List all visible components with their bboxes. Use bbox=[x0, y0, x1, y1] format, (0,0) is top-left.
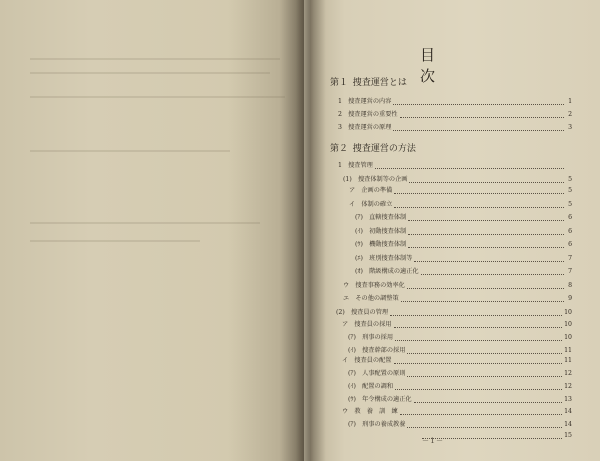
chapter-title: 捜査運営とは bbox=[352, 78, 407, 88]
toc-entry-page-number: 5 bbox=[568, 176, 572, 183]
dot-leader bbox=[401, 301, 564, 302]
dot-leader bbox=[407, 353, 562, 354]
toc-entry-page-number: 6 bbox=[568, 228, 572, 235]
toc-entry-label: (ｵ) 階級構成の適正化 bbox=[355, 268, 419, 275]
toc-entry bbox=[349, 200, 572, 210]
toc-entry bbox=[355, 227, 572, 237]
dot-leader bbox=[394, 193, 564, 194]
toc-entry-page-number: 10 bbox=[564, 309, 572, 316]
dot-leader bbox=[407, 288, 564, 289]
toc-entry-label: ウ 捜査事務の効率化 bbox=[343, 282, 405, 289]
toc-entry-label: ウ 教 養 訓 練 bbox=[342, 408, 398, 415]
dot-leader bbox=[394, 327, 563, 328]
toc-entry bbox=[348, 382, 572, 392]
dot-leader bbox=[409, 182, 564, 183]
toc-entry-label: (2) 捜査員の管理 bbox=[336, 309, 389, 316]
toc-entry-page-number: 14 bbox=[564, 421, 572, 428]
dot-leader bbox=[408, 220, 564, 221]
toc-entry-page-number: 6 bbox=[568, 214, 572, 221]
chapter-number: 第１ bbox=[330, 78, 349, 88]
dot-leader bbox=[408, 247, 564, 248]
dot-leader bbox=[395, 340, 562, 341]
dot-leader bbox=[414, 402, 563, 403]
toc-entry bbox=[355, 213, 572, 223]
book-gutter bbox=[296, 0, 326, 461]
toc-entry bbox=[342, 320, 572, 330]
toc-entry bbox=[355, 254, 572, 264]
toc-entry bbox=[355, 240, 572, 250]
toc-entry-label: (ｱ) 刑事の養成教養 bbox=[348, 421, 406, 428]
toc-entry-page-number: 5 bbox=[568, 201, 572, 208]
toc-entry bbox=[336, 308, 572, 318]
toc-entry-page-number: 5 bbox=[568, 187, 572, 194]
toc-entry-label: ア 企画の準備 bbox=[349, 187, 393, 194]
toc-entry bbox=[348, 395, 572, 405]
toc-entry-label: (ｱ) 人事配置の原則 bbox=[348, 370, 406, 377]
toc-entry-page-number: 11 bbox=[564, 347, 572, 354]
toc-entry bbox=[348, 420, 572, 430]
toc-entry-label: 3 捜査運営の原理 bbox=[338, 124, 392, 131]
toc-entry-label: (ｲ) 配置の調和 bbox=[348, 383, 394, 390]
dot-leader bbox=[408, 234, 564, 235]
bleed-through-line bbox=[30, 150, 230, 152]
toc-entry-page-number: 7 bbox=[568, 268, 572, 275]
toc-entry-page-number: 2 bbox=[568, 111, 572, 118]
toc-entry bbox=[349, 186, 572, 196]
toc-entry bbox=[355, 267, 572, 277]
toc-entry-page-number: 7 bbox=[568, 255, 572, 262]
dot-leader bbox=[400, 414, 562, 415]
bleed-through-line bbox=[30, 72, 270, 74]
toc-entry-label: (ｱ) 直轄捜査体制 bbox=[355, 214, 407, 221]
toc-entry-label: (ｱ) 刑事の採用 bbox=[348, 334, 394, 341]
dot-leader bbox=[394, 207, 564, 208]
toc-entry-label: (ｲ) 捜査幹部の採用 bbox=[348, 347, 406, 354]
dot-leader bbox=[393, 104, 564, 105]
toc-entry bbox=[342, 407, 572, 417]
dot-leader bbox=[375, 168, 564, 169]
toc-entry bbox=[348, 333, 572, 343]
toc-entry-label: 1 捜査運営の内容 bbox=[338, 98, 392, 105]
toc-entry-label: イ 体制の確立 bbox=[349, 201, 393, 208]
chapter-1-heading bbox=[330, 75, 407, 88]
toc-entry-page-number: 12 bbox=[564, 383, 572, 390]
dot-leader bbox=[394, 363, 563, 364]
toc-entry-page-number: 11 bbox=[564, 357, 572, 364]
toc-entry-page-number: 10 bbox=[564, 321, 572, 328]
toc-entry-page-number: 6 bbox=[568, 241, 572, 248]
toc-entry-page-number: 10 bbox=[564, 334, 572, 341]
toc-entry bbox=[338, 97, 572, 107]
bleed-through-line bbox=[30, 58, 280, 60]
toc-entry-label: (ｳ) 年令構成の適正化 bbox=[348, 396, 412, 403]
dot-leader bbox=[400, 117, 564, 118]
toc-entry-label: ア 捜査員の採用 bbox=[342, 321, 392, 328]
toc-entry-label: エ その他の調整策 bbox=[343, 295, 399, 302]
chapter-2-heading bbox=[330, 141, 416, 154]
bleed-through-line bbox=[30, 222, 260, 224]
toc-entry bbox=[338, 161, 572, 171]
toc-entry-page-number: 14 bbox=[564, 408, 572, 415]
dot-leader bbox=[421, 274, 564, 275]
dot-leader bbox=[407, 427, 562, 428]
toc-entry-page-number: 13 bbox=[564, 396, 572, 403]
toc-entry-page-number: 9 bbox=[568, 295, 572, 302]
toc-entry-label: (ｲ) 初動捜査体制 bbox=[355, 228, 407, 235]
toc-entry-label: 1 捜査管理 bbox=[338, 162, 373, 169]
toc-entry bbox=[338, 110, 572, 120]
toc-entry-label: 2 捜査運営の重要性 bbox=[338, 111, 398, 118]
toc-entry-label: (ｴ) 班別捜査体制等 bbox=[355, 255, 413, 262]
toc-title: 目 次 bbox=[420, 46, 507, 85]
dot-leader bbox=[393, 130, 564, 131]
toc-entry-page-number: 15 bbox=[564, 432, 572, 439]
toc-entry-page-number: 12 bbox=[564, 370, 572, 377]
toc-entry-label: イ 捜査員の配置 bbox=[342, 357, 392, 364]
bleed-through-line bbox=[30, 96, 285, 98]
page-number: －１－ bbox=[422, 437, 443, 445]
dot-leader bbox=[422, 438, 562, 439]
toc-entry bbox=[342, 356, 572, 366]
toc-entry bbox=[343, 294, 572, 304]
dot-leader bbox=[395, 389, 562, 390]
toc-entry bbox=[348, 346, 572, 356]
dot-leader bbox=[390, 315, 562, 316]
toc-entry bbox=[343, 281, 572, 291]
toc-entry bbox=[348, 369, 572, 379]
toc-entry bbox=[338, 123, 572, 133]
dot-leader bbox=[407, 376, 562, 377]
toc-entry-page-number: 1 bbox=[568, 98, 572, 105]
chapter-title: 捜査運営の方法 bbox=[352, 144, 416, 154]
dot-leader bbox=[414, 261, 564, 262]
toc-entry-page-number: 8 bbox=[568, 282, 572, 289]
bleed-through-line bbox=[30, 240, 200, 242]
toc-entry-label: (ｳ) 機動捜査体制 bbox=[355, 241, 407, 248]
toc-entry-label: (1) 捜査体制等の企画 bbox=[343, 176, 408, 183]
toc-entry-page-number: 3 bbox=[568, 124, 572, 131]
toc-entry bbox=[343, 175, 572, 185]
chapter-number: 第２ bbox=[330, 144, 349, 154]
